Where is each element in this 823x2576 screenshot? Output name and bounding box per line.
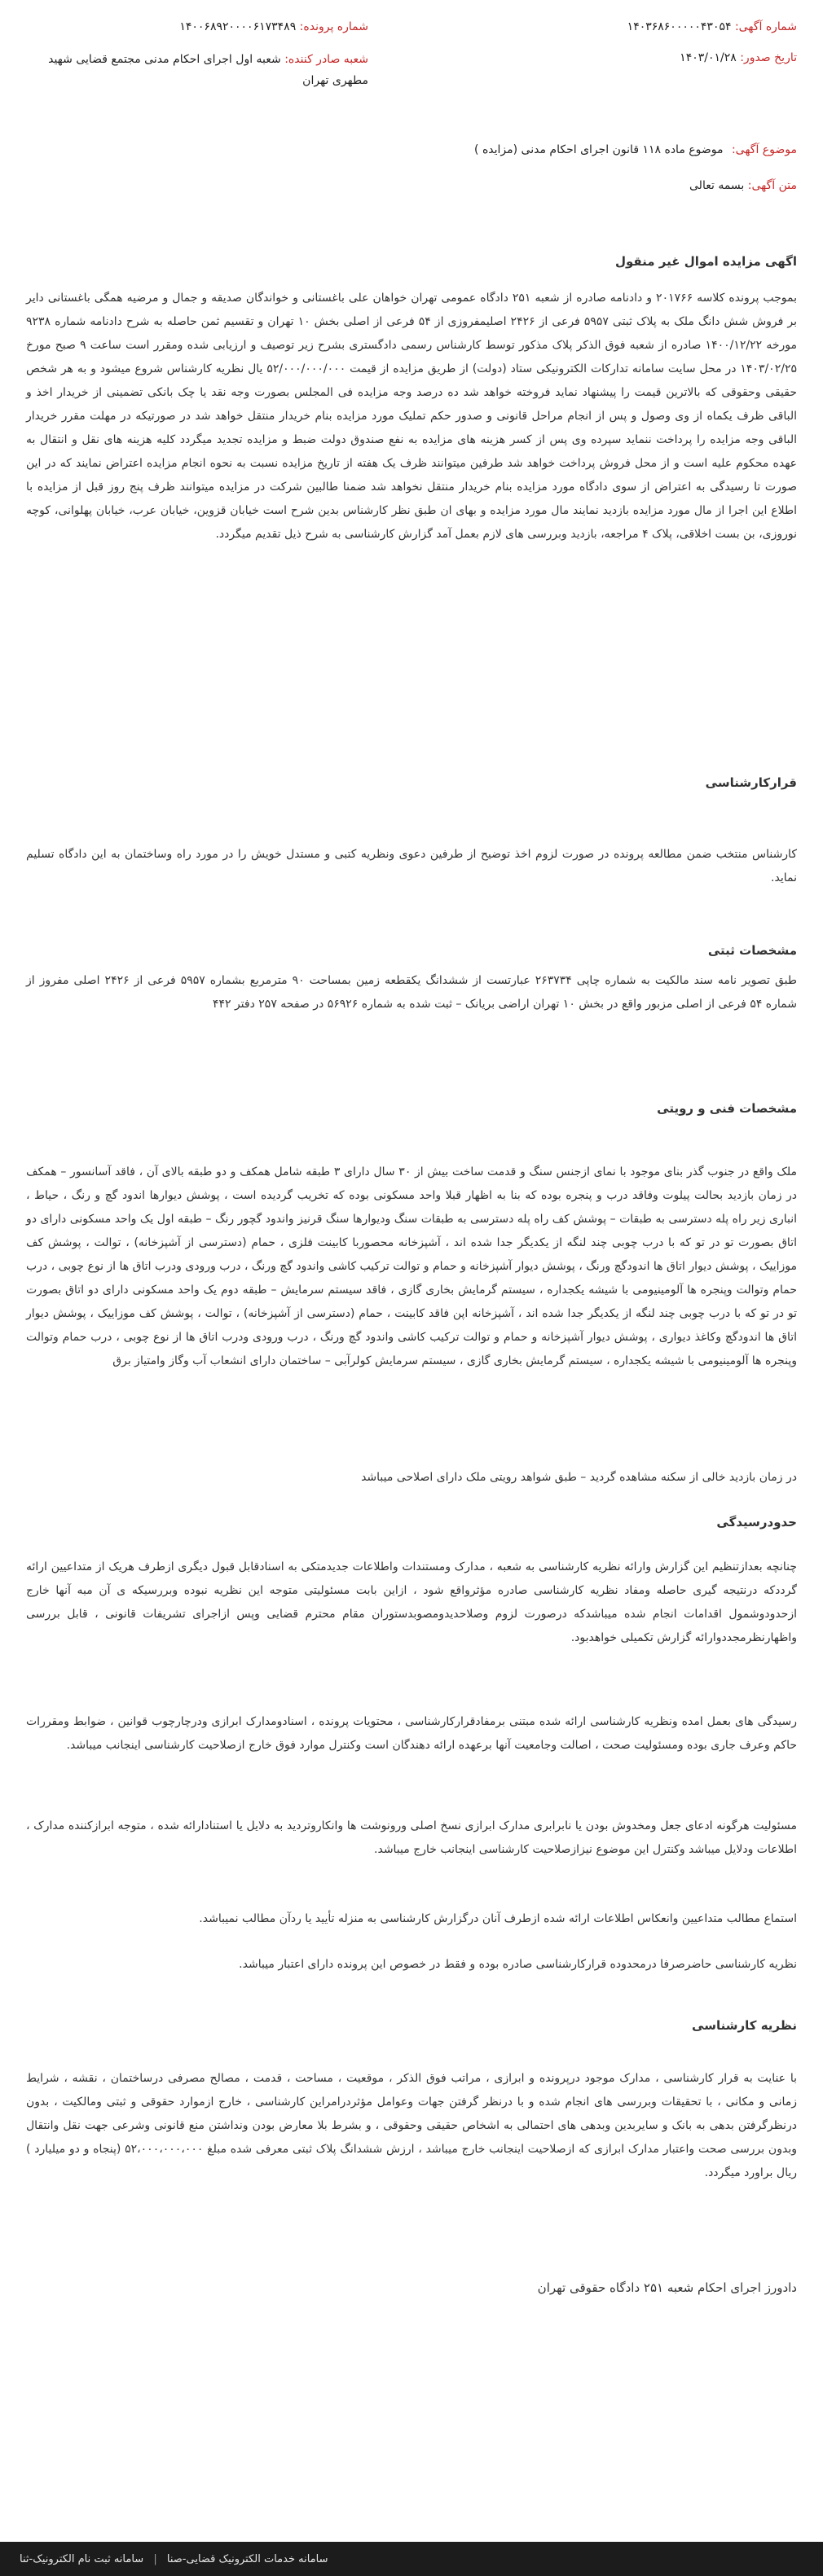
- issue-date-label: تاریخ صدور:: [740, 51, 797, 64]
- ad-text-head: [689, 179, 797, 192]
- section-text-opinion: با عنایت به قرار کارشناسی ، مدارک موجود درپرونده و ابرازی ، مراتب فوق الذکر ، موقعیت ، مساحت ، قدمت ، مصالح مصرفی درساختمان ، نقشه ، شرایط زمانی و مکانی ، با تحقیقات وبررسی های انجام شده و با درنظر گرفتن جهات وعوامل مؤثردرامراین کارشناسی ، خارج ازموارد حقوقی و ثبتی ومالکیت ، بدون درنظرگرفتن بدهی به بانک و سایربدین وبدهی های احتمالی به اشخاص حقیقی وحقوقی ، و بشرط بلا معارض بودن ونداشتن منع قانونی وشرعی جهت نقل وانتقال وبدون بررسی صحت واعتبار مدارک ابرازی که ازصلاحیت اینجانب خارج میباشد ، ارزش ششدانگ پلاک ثبتی معرفی شده مبلغ ۵۲،۰۰۰،۰۰۰،۰۰۰ (پنجاه و دو میلیارد ) ریال براورد میگردد.: [26, 2072, 797, 2179]
- issuing-branch: [26, 49, 368, 91]
- scope-text-3: مسئولیت هرگونه ادعای جعل ومخدوش بودن یا نابرابری مدارک ابرازی نسخ اصلی ورونوشت ها وانکاروتردید به دلایل یا استنادارائه شده ، متوجه ابرازکننده مدارک ، اطلاعات ودلایل میباشد وکنترل این موضوع نیزازصلاحیت کارشناسی اینجانب خارج میباشد.: [26, 1819, 797, 1856]
- footer-link-sana[interactable]: سامانه خدمات الکترونیک قضایی-صنا: [166, 2552, 328, 2565]
- ad-number-value: ۱۴۰۳۶۸۶۰۰۰۰۰۴۳۰۵۴: [627, 20, 732, 33]
- footer-bar: [0, 2542, 823, 2576]
- section-heading-scope: حدودرسیدگی: [716, 1515, 797, 1529]
- signature-line: دادورز اجرای احکام شعبه ۲۵۱ دادگاه حقوقی تهران: [537, 2280, 797, 2295]
- subject-label: موضوع آگهی:: [731, 143, 797, 156]
- section-heading-opinion: نظریه کارشناسی: [692, 2018, 797, 2033]
- section-text-registration: طبق تصویر نامه سند مالکیت به شماره چاپی ۲۶۳۷۳۴ عبارتست از ششدانگ یکقطعه زمین بمساحت ۹۰ مترمربع بشماره ۵۹۵۷ فرعی از ۲۴۲۶ اصلی مفروز از شماره ۵۴ فرعی از اصلی مزبور واقع در بخش ۱۰ تهران اراضی بریانک – ثبت شده به شماره ۵۶۹۲۶ در صفحه ۲۵۷ دفتر ۴۴۲: [26, 974, 797, 1011]
- issuing-branch-value: شعبه اول اجرای احکام مدنی مجتمع قضایی شهید مطهری تهران: [48, 53, 368, 87]
- scope-text-4: استماع مطالب متداعیین وانعکاس اطلاعات ارائه شده ازطرف آنان درگزارش کارشناسی به منزله تأیید یا ردآن مطالب نمیباشد.: [199, 1912, 797, 1925]
- footer-link-sana-registration[interactable]: سامانه ثبت نام الکترونیک-ثنا: [20, 2552, 144, 2565]
- ad-subject: [474, 143, 797, 156]
- issuing-branch-label: شعبه صادر کننده:: [284, 53, 368, 66]
- section-text-technical-note: در زمان بازدید خالی از سکنه مشاهده گردید – طبق شواهد رویتی ملک دارای اصلاحی میباشد: [361, 1471, 797, 1484]
- scope-text-2: رسیدگی های بعمل امده ونظریه کارشناسی ارائه شده مبتنی برمفادقرارکارشناسی ، محتویات پرونده ، اسنادومدارک ابرازی ودرچارچوب قوانین ، ضوابط ومقررات حاکم وعرف جاری بوده ومسئولیت صحت ، اصالت وجامعیت آنها برعهده ارائه دهندگان است وکنترل موارد فوق خارج ازصلاحیت کارشناسی اینجانب میباشد.: [26, 1715, 797, 1752]
- scope-text-5: نظریه کارشناسی حاضرصرفا درمحدوده قرارکارشناسی صادره بوده و فقط در خصوص این پرونده دارای اعتبار میباشد.: [239, 1958, 797, 1971]
- footer-separator: |: [153, 2552, 157, 2565]
- footer-links: [20, 2553, 328, 2565]
- issue-date-value: ۱۴۰۳/۰۱/۲۸: [680, 51, 737, 64]
- section-heading-order: قرارکارشناسی: [705, 775, 797, 790]
- case-number: [179, 18, 368, 36]
- text-label: متن آگهی:: [747, 179, 797, 192]
- section-text-technical: ملک واقع در جنوب گذر بنای موجود با نمای ازجنس سنگ و قدمت ساخت بیش از ۳۰ سال دارای ۳ طبقه شامل همکف و دو طبقه بالای آن ، فاقد آسانسور – همکف در زمان بازدید بحالت پیلوت وفاقد درب و پنجره بوده که بنا به اظهار قبلا واحد مسکونی بوده که تخریب گردیده است ، پوشش دیوارها اندود گچ و رنگ ، حیاط ، انباری زیر راه پله دسترسی به طبقات – پوشش کف راه پله دسترسی به طبقات سنگ ودیوارها سنگ قرنیز واندود گچور رنگ – طبقه اول یک واحد مسکونی دارای دو اتاق بصورت تو در تو که با درب چوبی چند لنگه از یکدیگر جدا شده اند ، آشپزخانه محصوربا کابینت فلزی ، حمام (دسترسی از آشپزخانه) ، توالت ، پوشش کف موزاییک ، پوشش دیوار اتاق ها اندودگچ ورنگ ، پوشش دیوار آشپزخانه و حمام و توالت ترکیب کاشی واندود گچ ورنگ ، درب ورودی ودرب اتاق ها از نوع چوبی ، درب حمام وتوالت وپنجره ها آلومینیومی با شیشه یکجداره ، سیستم گرمایش بخاری گازی ، فاقد سیستم سرمایش – طبقه دوم یک واحد مسکونی دارای دو اتاق بصورت تو در تو که با درب چوبی چند لنگه از یکدیگر جدا شده اند ، آشپزخانه اپن فاقد کابینت ، حمام (دسترسی از آشپزخانه) ، توالت ، پوشش کف موزاییک ، پوشش دیوار اتاق ها اندودگچ وکاغذ دیواری ، پوشش دیوار آشپزخانه و حمام و توالت ترکیب کاشی واندود گچ ورنگ ، درب ورودی ودرب اتاق ها از نوع چوبی ، درب حمام وتوالت وپنجره ها آلومینیومی با شیشه یکجداره ، سیستم گرمایش بخاری گازی ، سیستم سرمایش کولرآبی – ساختمان دارای انشعاب آب وگاز وامتیاز برق: [25, 1165, 797, 1367]
- case-number-label: شماره پرونده:: [299, 20, 368, 33]
- intro-paragraph: بموجب پرونده کلاسه ۲۰۱۷۶۶ و دادنامه صادره از شعبه ۲۵۱ دادگاه عمومی تهران خواهان علی باغستانی و خواندگان صدیقه و جمال و مرضیه همگی باغستانی دایر بر فروش شش دانگ ملک به پلاک ثبتی ۵۹۵۷ فرعی از ۲۴۲۶ اصلیمفروزی از ۵۴ فرعی از اصلی بخش ۱۰ تهران و تقسیم ثمن حاصله به شرح دادنامه شماره ۹۲۳۸ مورخه ۱۴۰۰/۱۲/۲۲ صادره از شعبه فوق الذکر پلاک مذکور توسط کارشناس رسمی دادگستری بشرح زیر توصیف و ارزیابی شده ومقرر است ساعت ۹ صبح مورخ ۱۴۰۳/۰۲/۲۵ در محل سایت سامانه تدارکات الکترونیکی ستاد (دولت) از طریق مزایده از قیمت ۵۲/۰۰۰/۰۰۰/۰۰۰ یال نظریه کارشناس شروع میشود و به هر شخص حقیقی وحقوقی که بالاترین قیمت را پیشنهاد نماید فروخته خواهد شد ده درصد وجه مزایده فی المجلس بصورت وجه نقد یا چک بانکی تضمینی از خریدار اخذ و الباقی ظرف یکماه از وی وصول و پس از انجام مراحل قانونی و صدور حکم تملیک مورد مزایده بنام خریدار منتقل خواهد شد در صورتیکه در مهلت مقرر خریدار الباقی وجه مزایده را پرداخت ننماید سپرده وی پس از کسر هزینه های مزایده به نفع صندوق دولت ضبط و مزایده تجدید میگردد کلیه هزینه های نقل و انتقال به عهده محکوم علیه است و از محل فروش پرداخت خواهد شد طرفین میتوانند ظرف یک هفته از تاریخ مزایده نسبت به نحوه انجام مزایده اعتراض نمایند که در این صورت تا رسیدگی به اعتراض از سوی دادگاه مورد مزایده بنام خریدار منتقل نخواهد شد ضمنا طالبین شرکت در مزایده میتوانند ظرف پنج روز قبل از مزایده با اطلاع این اجرا از مال مورد مزایده بازدید نمایند مال مورد مزایده و بهای ان طبق نظر کارشناس بدین شرح است خیابان قزوین، خیابان عرب، خیابان پهلوانی، کوچه نوروزی، بن بست اخلاقی، پلاک ۴ مراجعه، بازدید وبررسی های لازم بعمل آمد گزارش کارشناسی به شرح ذیل تقدیم میگردد.: [26, 292, 797, 541]
- subject-value: موضوع ماده ۱۱۸ قانون اجرای احکام مدنی (مزایده ): [474, 143, 724, 156]
- case-number-value: ۱۴۰۰۶۸۹۲۰۰۰۰۶۱۷۳۴۸۹: [179, 20, 297, 33]
- section-heading-registration: مشخصات ثبتی: [707, 943, 797, 958]
- section-heading-technical: مشخصات فنی و رویتی: [657, 1101, 797, 1116]
- ad-number-label: شماره آگهی:: [734, 20, 797, 33]
- ad-title: اگهی مزایده اموال غیر منقول: [614, 254, 797, 269]
- scope-text-1: چنانچه بعدازتنظیم این گزارش وارائه نظریه کارشناسی به شعبه ، مدارک ومستندات واطلاعات جدیدمتکی به اسنادقابل قبول دیگری ازطرف هریک از متداعیین ارائه گرددکه درنتیجه گیری حاصله ومفاد نظریه کارشناسی صادره مؤثرواقع شود ، ازاین بابت مسئولیتی متوجه این نظریه نبوده وبررسیکه ی آن مبه آنها خارج ازحدودوشمول اقدامات انجام شده میباشدکه درصورت لزوم وصلاحدیدومصوبدستوران مقام محترم قضایی وپس ازاجرای تشریفات قانونی ، قابل بررسی واظهارنظرمجددوارائه گزارش تکمیلی خواهدبود.: [26, 1560, 797, 1644]
- ad-header: [15, 18, 808, 132]
- issue-date: [680, 49, 797, 67]
- text-value: بسمه تعالی: [689, 179, 745, 192]
- ad-number: [627, 18, 797, 36]
- section-text-order: کارشناس منتخب ضمن مطالعه پرونده در صورت لزوم اخذ توضیح از طرفین دعوی ونظریه کتبی و مستدل خویش را در مورد راه وساختمان به این دادگاه تسلیم نماید.: [26, 848, 797, 884]
